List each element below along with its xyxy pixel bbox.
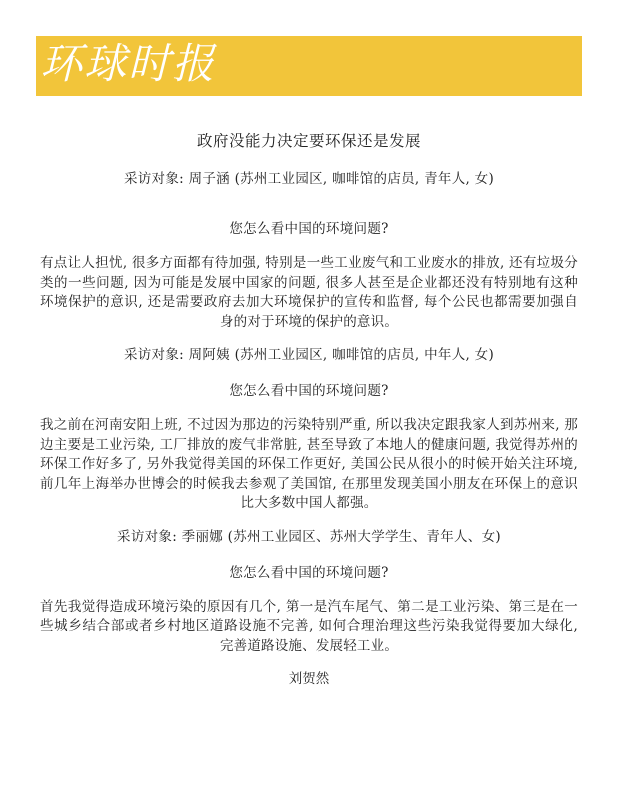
interview-subject: 采访对象: 周子涵 (苏州工业园区, 咖啡馆的店员, 青年人, 女) [123, 171, 495, 187]
interview-1 [40, 168, 578, 332]
article-author: 刘贺然 [288, 671, 330, 687]
article-title: 政府没能力决定要环保还是发展 [196, 132, 421, 150]
interview-question: 您怎么看中国的环境问题? [229, 221, 389, 237]
interview-question: 您怎么看中国的环境问题? [229, 564, 389, 581]
interview-question: 您怎么看中国的环境问题? [229, 383, 389, 399]
interview-subject: 采访对象: 周阿姨 (苏州工业园区, 咖啡馆的店员, 中年人, 女) [123, 347, 495, 363]
interview-subject: 采访对象: 季丽娜 (苏州工业园区、苏州大学学生、青年人、女) [117, 528, 501, 545]
interview-answer: 我之前在河南安阳上班, 不过因为那边的污染特别严重, 所以我决定跟我家人到苏州来, 那边主要是工业污染, 工厂排放的废气非常脏, 甚至导致了本地人的健康问题, 我觉得苏州的环保工作好多了, 另外我觉得美国的环保工作更好, 美国公民从很小的时候开始关注环境, 前几年上海举办世博会的时候我去参观了美国馆, 在那里发现美国小朋友在环保上的意识比大多数中国人都强。 [40, 417, 578, 511]
interview-answer: 有点让人担忧, 很多方面都有待加强, 特别是一些工业废气和工业废水的排放, 还有垃圾分类的一些问题, 因为可能是发展中国家的问题, 很多人甚至是企业都还没有特别地有这种环境保护的意识, 还是需要政府去加大环境保护的宣传和监督, 每个公民也都需要加强自身的对于环境的保护的意识。 [40, 255, 578, 330]
masthead-banner [36, 36, 582, 96]
newspaper-title: 环球时报 [40, 39, 217, 88]
article [40, 128, 578, 690]
interview-answer: 首先我觉得造成环境污染的原因有几个, 第一是汽车尾气、第二是工业污染、第三是在一些城乡结合部或者乡村地区道路设施不完善, 如何合理治理这些污染我觉得要加大绿化, 完善道路设施、发展轻工业。 [40, 598, 578, 654]
interview-3 [40, 526, 578, 657]
interview-2 [40, 344, 578, 514]
